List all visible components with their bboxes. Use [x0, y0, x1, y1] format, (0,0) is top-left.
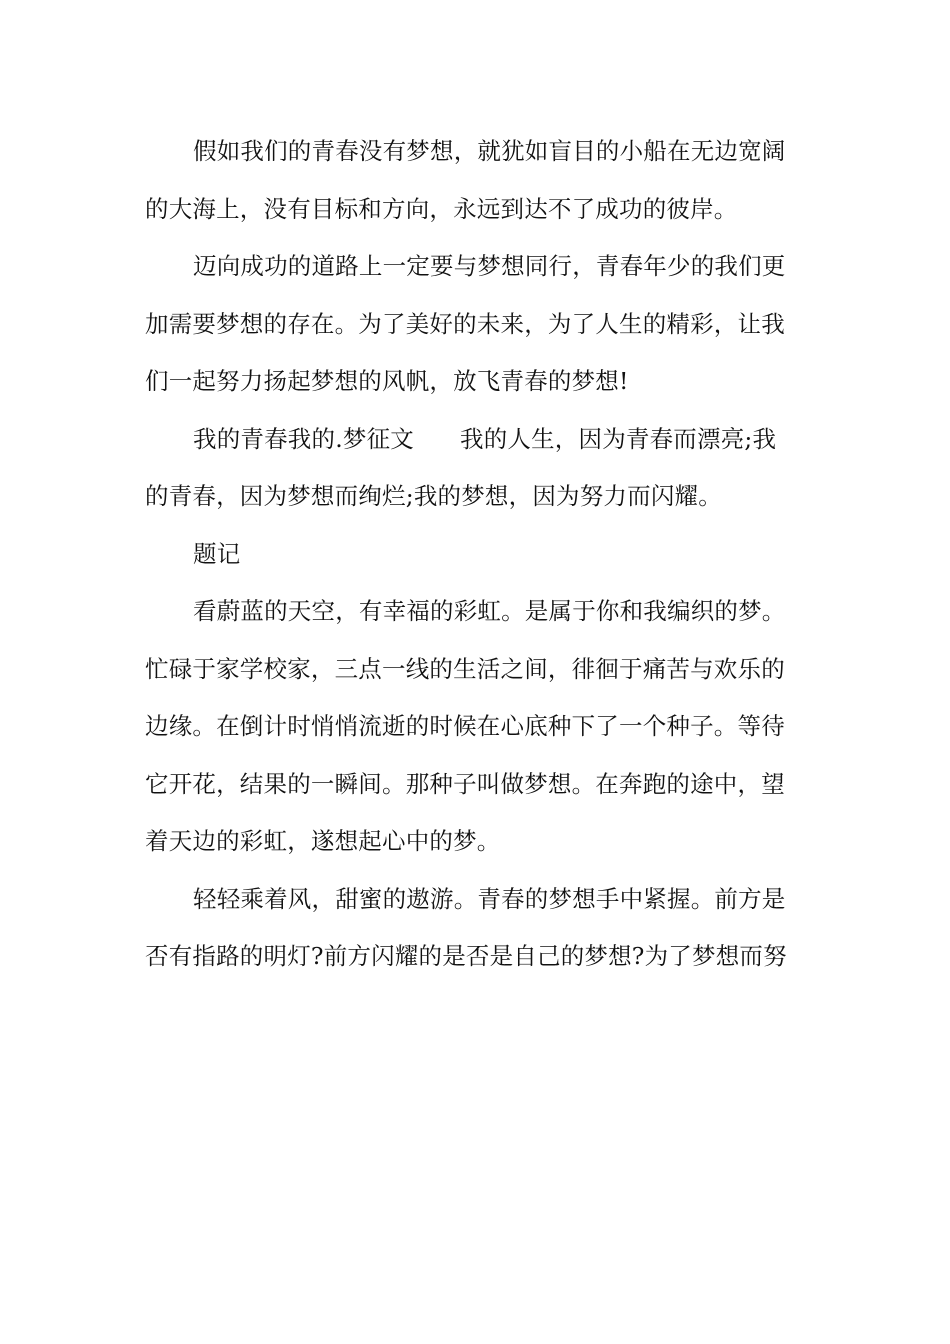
text-line: 的青春，因为梦想而绚烂;我的梦想，因为努力而闪耀。 [145, 482, 722, 510]
document-body [145, 128, 809, 991]
text-line: 的大海上，没有目标和方向，永远到达不了成功的彼岸。 [145, 194, 738, 223]
text-line: 迈向成功的道路上一定要与梦想同行，青春年少的我们更 [193, 252, 786, 280]
text-line: 它开花，结果的一瞬间。那种子叫做梦想。在奔跑的途中，望 [145, 769, 785, 798]
text-line: 轻轻乘着风，甜蜜的遨游。青春的梦想手中紧握。前方是 [193, 884, 786, 913]
text-line: 加需要梦想的存在。为了美好的未来，为了人生的精彩，让我 [145, 309, 785, 338]
text-line: 边缘。在倒计时悄悄流逝的时候在心底种下了一个种子。等待 [145, 712, 785, 740]
text-line: 着天边的彩虹，遂想起心中的梦。 [145, 827, 501, 855]
text-line: 假如我们的青春没有梦想，就犹如盲目的小船在无边宽阔 [193, 137, 786, 165]
text-line: 看蔚蓝的天空，有幸福的彩虹。是属于你和我编织的梦。 [193, 597, 786, 625]
text-line: 们一起努力扬起梦想的风帆，放飞青春的梦想! [145, 367, 629, 395]
text-line: 我的青春我的.梦征文 我的人生，因为青春而漂亮;我 [193, 424, 777, 453]
text-line: 否有指路的明灯?前方闪耀的是否是自己的梦想?为了梦想而努 [145, 942, 787, 970]
heading-tiji: 题记 [193, 539, 241, 568]
text-line: 忙碌于家学校家，三点一线的生活之间，徘徊于痛苦与欢乐的 [145, 654, 785, 683]
